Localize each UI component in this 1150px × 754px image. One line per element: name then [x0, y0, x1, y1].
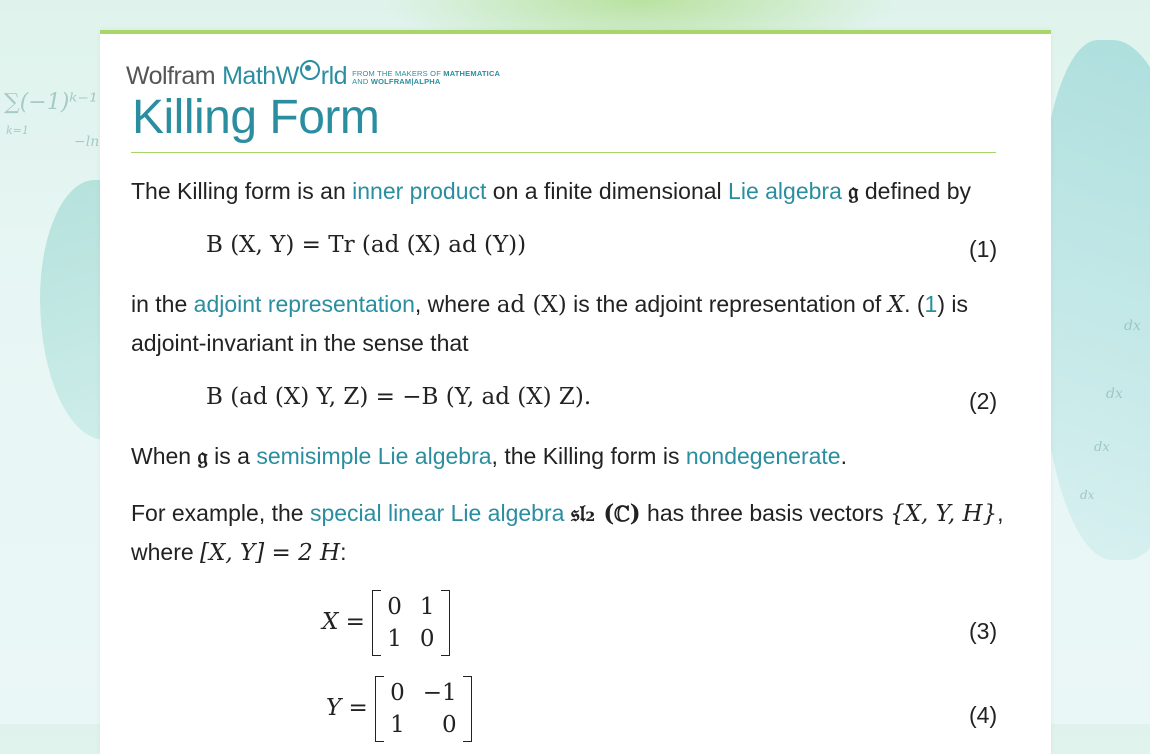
text: , where [414, 291, 497, 317]
paragraph-adjoint-line2: adjoint-invariant in the sense that [131, 330, 469, 356]
equation-3 [322, 590, 450, 656]
matrix-cell: 0 [419, 626, 435, 652]
matrix-lhs: X = [322, 609, 365, 635]
math-x: X [887, 292, 905, 318]
text: defined by [858, 178, 972, 204]
text: where [131, 539, 201, 565]
text: The Killing form is an [131, 178, 353, 204]
bracket-left [372, 590, 381, 656]
text: ) is [937, 291, 968, 317]
text: has three basis vectors [640, 500, 890, 526]
logo-mathworld-text [222, 60, 347, 91]
text: : [340, 539, 347, 565]
matrix-cell: −1 [422, 680, 457, 706]
text: For example, the [131, 500, 310, 526]
equation-number-4: (4) [969, 702, 998, 728]
matrix-x [372, 590, 449, 656]
bracket-right [463, 676, 472, 742]
matrix-cell: 0 [390, 680, 405, 706]
link-equation-ref-1[interactable]: 1 [924, 291, 938, 317]
matrix-cell: 0 [387, 594, 402, 620]
bracket-left [375, 676, 384, 742]
background-formula: k=1 [6, 124, 29, 137]
logo-mathworld-pre: MathW [222, 62, 299, 90]
page-title: Killing Form [132, 91, 380, 144]
equation-number-1: (1) [969, 236, 998, 262]
logo-wolfram-text: Wolfram [126, 62, 216, 90]
tagline-wolframalpha: WOLFRAM|ALPHA [370, 77, 441, 86]
equation-2: B (ad (X) Y, Z) = −B (Y, ad (X) Z). [206, 384, 592, 410]
paragraph-example [131, 500, 1004, 527]
link-inner-product[interactable]: inner product [352, 178, 487, 204]
logo-mathworld-post: rld [320, 62, 348, 90]
matrix-cell: 1 [419, 594, 435, 620]
text: When [131, 443, 198, 469]
tagline-text: FROM THE MAKERS OF [352, 69, 444, 78]
text: in the [131, 291, 194, 317]
text: , [997, 500, 1004, 526]
matrix-y [375, 676, 472, 742]
paragraph-semisimple [131, 443, 847, 470]
background-formula: −ln [74, 134, 100, 150]
background-formula: dx [1124, 318, 1141, 334]
link-special-linear-lie-algebra[interactable]: special linear Lie algebra [309, 500, 565, 526]
matrix-cell: 0 [442, 712, 457, 738]
background-formula: ∑(−1)ᵏ⁻¹ [4, 90, 98, 115]
equation-4 [326, 676, 472, 742]
matrix-lhs: Y = [326, 695, 368, 721]
matrix-cell: 1 [387, 626, 402, 652]
mathworld-logo[interactable] [126, 60, 500, 91]
math-sl2c: 𝔰𝔩₂ (ℂ) [570, 500, 641, 527]
math-commutator: [X, Y] = 2 H [200, 540, 341, 566]
text: , the Killing form is [491, 443, 686, 469]
background-formula: dx [1106, 386, 1123, 402]
math-g: 𝔤 [197, 443, 208, 470]
equation-1: B (X, Y) = Tr (ad (X) ad (Y)) [206, 232, 527, 258]
paragraph-adjoint [131, 291, 968, 318]
text: is the adjoint representation of [566, 291, 888, 317]
link-semisimple-lie-algebra[interactable]: semisimple Lie algebra [256, 443, 492, 469]
bracket-right [441, 590, 450, 656]
text: . [840, 443, 847, 469]
paragraph-example-line2 [131, 539, 346, 566]
logo-tagline [352, 70, 500, 86]
matrix-grid [381, 592, 440, 654]
text: . ( [904, 291, 925, 317]
background-formula: dx [1094, 440, 1110, 455]
matrix-grid [384, 678, 463, 740]
matrix-cell: 1 [390, 712, 405, 738]
text: is a [207, 443, 257, 469]
globe-icon [300, 60, 320, 80]
paragraph-definition [131, 178, 971, 205]
text: on a finite dimensional [486, 178, 729, 204]
link-nondegenerate[interactable]: nondegenerate [685, 443, 841, 469]
tagline-text: AND [352, 77, 371, 86]
equation-number-3: (3) [969, 618, 998, 644]
tagline-mathematica: MATHEMATICA [443, 69, 501, 78]
math-ad-x: ad (X) [496, 292, 567, 318]
math-basis-set: {X, Y, H} [889, 501, 998, 527]
link-adjoint-representation[interactable]: adjoint representation [193, 291, 415, 317]
link-lie-algebra[interactable]: Lie algebra [728, 178, 842, 204]
math-g: 𝔤 [848, 178, 859, 205]
title-divider [131, 152, 996, 153]
article-card [100, 30, 1051, 754]
background-swirl-right [1040, 40, 1150, 560]
background-formula: dx [1080, 488, 1095, 502]
equation-number-2: (2) [969, 388, 998, 414]
